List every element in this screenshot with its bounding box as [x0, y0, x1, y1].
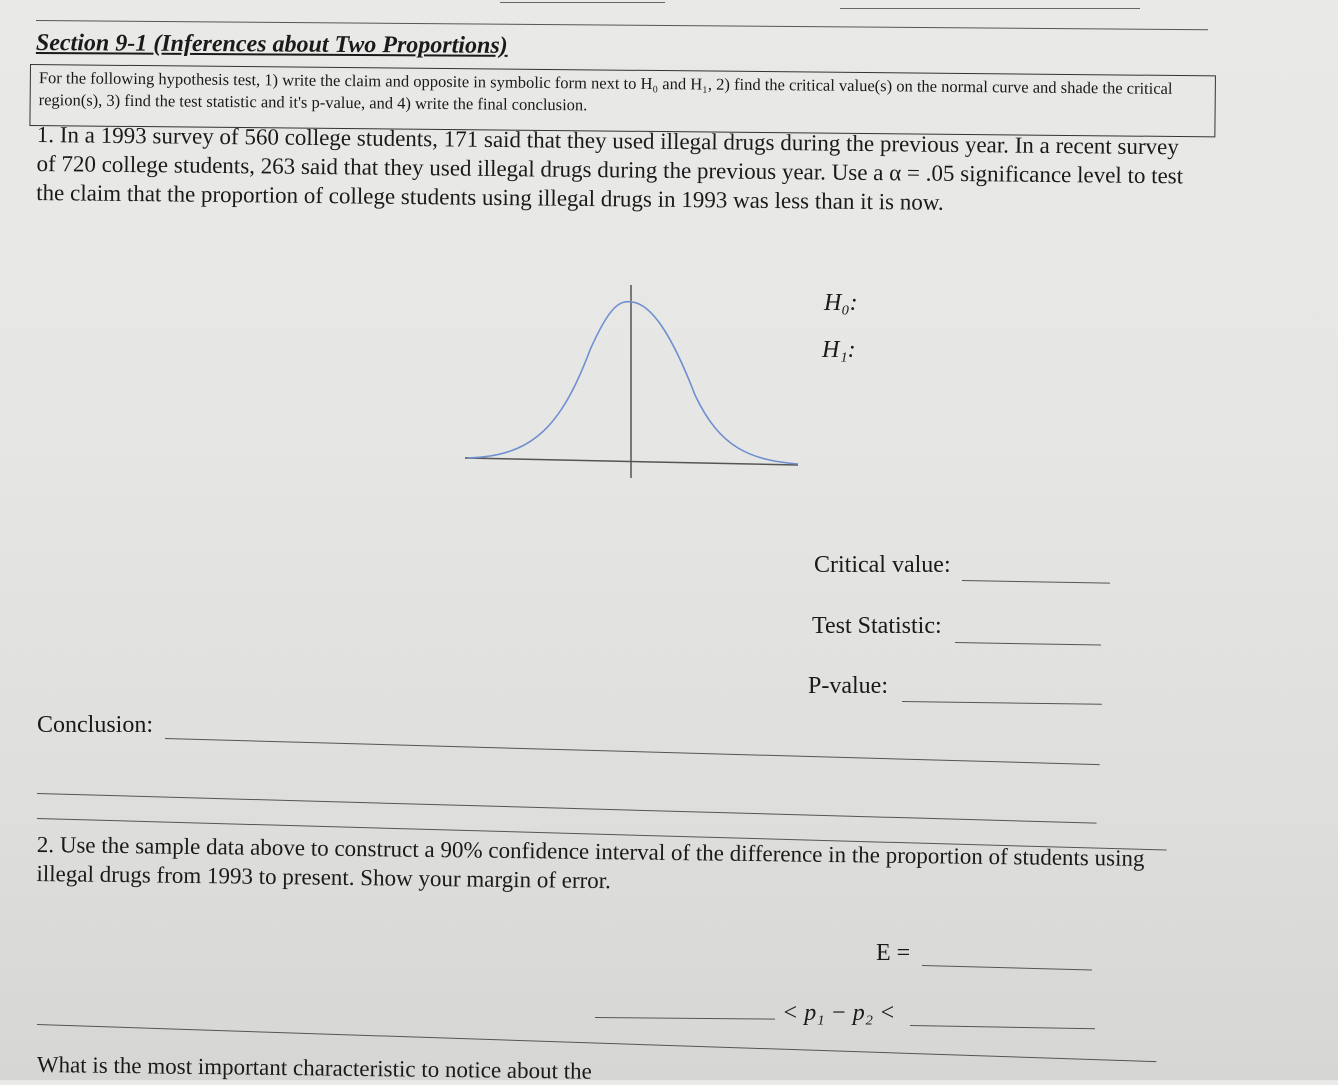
header-rule [36, 20, 1208, 30]
problem-2-text: 2. Use the sample data above to construct a 90% confidence interval of the difference in the proportion of students using illegal drugs from 1993 to present. Show your margin of error. [36, 831, 1145, 894]
interval-lower-blank[interactable] [595, 1017, 775, 1020]
instructions-text: For the following hypothesis test, 1) write the claim and opposite in symbolic form next to H₀ and H₁, 2) find the critical value(s) on the normal curve and shade the critical region(s), 3) find the test statistic and it's p-value, and 4) write the final conclusion. [38, 68, 1173, 115]
problem-1-text: 1. In a 1993 survey of 560 college students, 171 said that they used illegal drugs during the previous year. In a recent survey of 720 college students, 263 said that they used illegal drugs during the previous year. Use a α = .05 significance level to test the claim that the proportion of college students using illegal drugs in 1993 was less than it is now. [36, 121, 1184, 215]
interval-upper-blank[interactable] [910, 1025, 1095, 1029]
conclusion-line-1[interactable] [165, 738, 1100, 765]
test-statistic-label: Test Statistic: [812, 613, 942, 639]
p-value-blank[interactable] [902, 701, 1102, 705]
top-partial-line-2 [840, 8, 1140, 9]
interval-label: < p₁ − p₂ < [782, 1000, 896, 1026]
conclusion-line-2[interactable] [37, 793, 1097, 824]
normal-curve-diagram [460, 280, 805, 485]
critical-value-label: Critical value: [814, 552, 951, 578]
p-value-label: P-value: [808, 673, 888, 699]
conclusion-label: Conclusion: [37, 712, 154, 738]
partial-question-text: What is the most important characteristic to notice about the [36, 1052, 592, 1084]
margin-of-error-label: E = [876, 940, 911, 966]
top-partial-line-1 [500, 2, 665, 3]
section-title: Section 9-1 (Inferences about Two Proportions) [35, 30, 508, 59]
critical-value-blank[interactable] [962, 580, 1110, 584]
margin-of-error-blank[interactable] [922, 965, 1092, 970]
bell-curve [468, 302, 798, 464]
test-statistic-blank[interactable] [955, 642, 1101, 646]
h1-label: H₁: [822, 337, 856, 363]
h0-label: H₀: [824, 290, 858, 316]
